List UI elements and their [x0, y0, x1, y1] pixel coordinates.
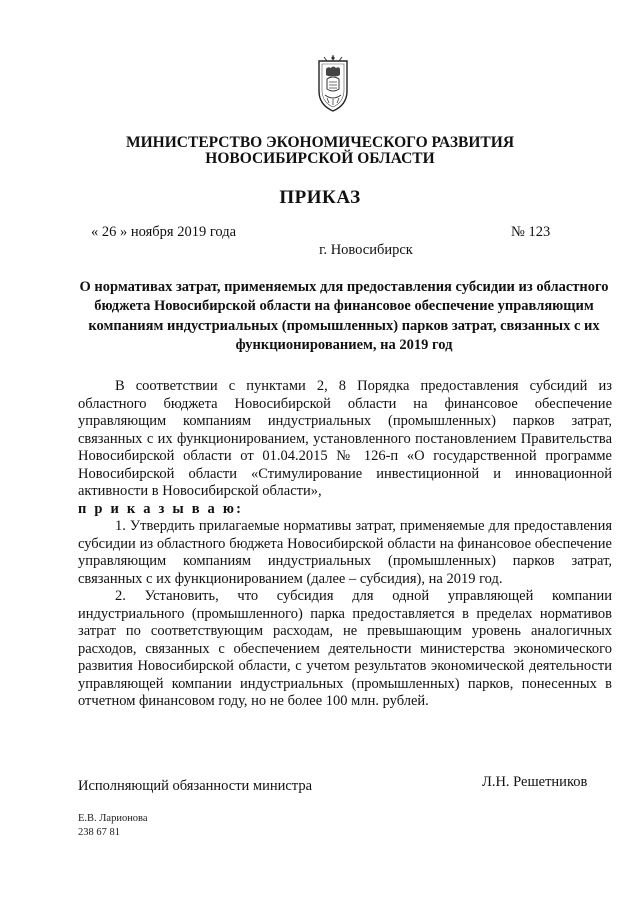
ministry-name-line1: МИНИСТЕРСТВО ЭКОНОМИЧЕСКОГО РАЗВИТИЯ: [125, 134, 515, 151]
signatory-position: Исполняющий обязанности министра: [78, 778, 313, 794]
ministry-name-line2: НОВОСИБИРСКОЙ ОБЛАСТИ: [205, 150, 435, 167]
coat-of-arms-emblem: [313, 55, 353, 113]
executor-info: [78, 812, 148, 840]
item-2-paragraph: 2. Установить, что субсидия для одной управляющей компании индустриального (промышленного) парка предоставляется в пределах нормативов затрат по соответствующим расходам, не превышающим уровень аналогичных расходов, связанных с обеспечением деятельности министерства экономического развития Новосибирской области, с учетом результатов экономической деятельности управляющей компании индустриальных (промышленных) парков, понесенных в отчетном финансовом году, но не более 100 млн. рублей.: [78, 588, 612, 709]
order-word-paragraph: [78, 501, 612, 519]
order-word: п р и к а з ы в а ю:: [78, 500, 244, 517]
item-1-paragraph: 1. Утвердить прилагаемые нормативы затрат, применяемые для предоставления субсидии из областного бюджета Новосибирской области на финансовое обеспечение управляющим компаниям индустриальных (промышленных) парков затрат, связанных с их функционированием (далее – субсидия), на 2019 год.: [78, 518, 612, 587]
order-date: « 26 » ноября 2019 года: [91, 224, 237, 240]
executor-name: Е.В. Ларионова: [78, 813, 148, 824]
intro-paragraph: [78, 378, 612, 501]
order-body: [78, 378, 612, 711]
intro-text: В соответствии с пунктами 2, 8 Порядка предоставления субсидий из областного бюджета Новосибирской области на финансовое обеспечение управляющим компаниям индустриальных (промышленных) парков затрат, связанных с их функционированием, установленного постановлением Правительства Новосибирской области от 01.04.2015 № 126-п «О государственной программе Новосибирской области «Стимулирование инвестиционной и инновационной активности в Новосибирской области»,: [78, 378, 612, 499]
order-subject: О нормативах затрат, применяемых для предоставления субсидии из областного бюджета Новосибирской области на финансовое обеспечение управляющим компаниям индустриальных (промышленных) парков затрат, связанных с их функционированием, на 2019 год: [79, 279, 609, 353]
order-city: г. Новосибирск: [319, 242, 413, 258]
executor-phone: 238 67 81: [78, 827, 120, 838]
document-type-title: ПРИКАЗ: [279, 187, 361, 208]
signatory-name: Л.Н. Решетников: [482, 774, 588, 790]
order-number: № 123: [511, 224, 551, 240]
